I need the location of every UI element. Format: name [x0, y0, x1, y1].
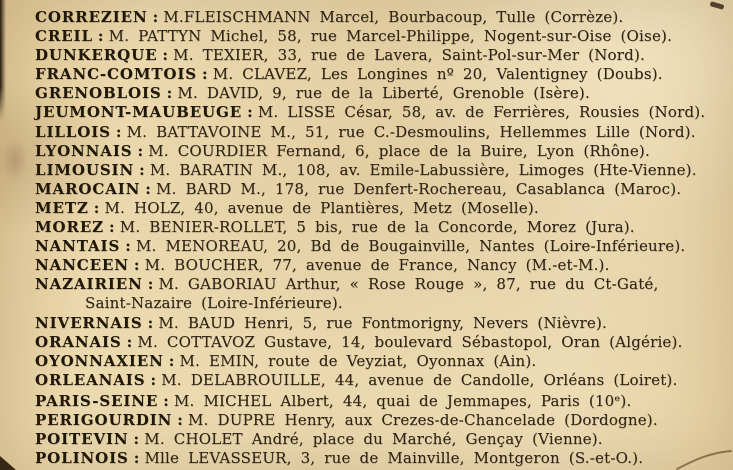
- directory-entry: [35, 84, 729, 103]
- separator: :: [147, 313, 154, 332]
- entry-detail: M. COTTAVOZ Gustave, 14, boulevard Sébastopol, Oran (Algérie).: [137, 332, 683, 351]
- club-name: OYONNAXIEN: [35, 351, 164, 370]
- entry-detail: M. DAVID, 9, rue de la Liberté, Grenoble (Isère).: [177, 84, 590, 103]
- separator: :: [166, 84, 173, 103]
- separator: :: [147, 275, 154, 294]
- separator: :: [163, 391, 169, 410]
- directory-entry: [35, 8, 729, 27]
- directory-entry: [35, 123, 729, 142]
- directory-entry: [35, 275, 729, 313]
- club-name: METZ: [35, 198, 89, 217]
- club-name: ORANAIS: [35, 332, 122, 351]
- club-name: JEUMONT-MAUBEUGE: [35, 103, 243, 122]
- club-name: GRENOBLOIS: [35, 84, 162, 103]
- directory-entry: [35, 46, 729, 65]
- directory-list: [35, 8, 729, 468]
- entry-detail: M. COURDIER Fernand, 6, place de la Buire, Lyon (Rhône).: [148, 141, 650, 160]
- entry-detail: M. BOUCHER, 77, avenue de France, Nancy (M.-et-M.).: [144, 256, 610, 275]
- pen-stroke: [671, 440, 733, 470]
- entry-detail: M. MENOREAU, 20, Bd de Bougainville, Nantes (Loire-Inférieure).: [135, 237, 686, 256]
- separator: :: [115, 122, 122, 141]
- separator: :: [133, 256, 140, 275]
- club-name: PARIS-SEINE: [35, 391, 159, 410]
- entry-detail: M. EMIN, route de Veyziat, Oyonnax (Ain).: [179, 351, 537, 370]
- directory-entry: [35, 392, 729, 411]
- directory-entry: [35, 218, 729, 237]
- directory-entry: [35, 27, 729, 46]
- club-name: NIVERNAIS: [35, 313, 143, 332]
- club-name: LYONNAIS: [35, 141, 133, 160]
- club-name: POITEVIN: [35, 430, 129, 449]
- separator: :: [139, 160, 145, 179]
- club-name: NANTAIS: [35, 237, 121, 256]
- entry-detail: M. BAUD Henri, 5, rue Fontmorigny, Nevers (Nièvre).: [158, 313, 607, 332]
- separator: :: [150, 370, 157, 389]
- directory-entry: [35, 430, 729, 449]
- separator: :: [93, 198, 100, 217]
- entry-detail: M. DUPRE Henry, aux Crezes-de-Chancelade (Dordogne).: [188, 410, 658, 429]
- entry-detail: M. BARD M., 178, rue Denfert-Rochereau, Casablanca (Maroc).: [156, 179, 682, 198]
- club-name: DUNKERQUE: [35, 46, 158, 65]
- directory-entry: [35, 333, 729, 352]
- directory-entry: [35, 237, 729, 256]
- club-name: ORLEANAIS: [35, 370, 146, 389]
- entry-detail: M.FLEISCHMANN Marcel, Bourbacoup, Tulle (Corrèze).: [163, 8, 624, 26]
- directory-entry: [35, 449, 729, 468]
- separator: :: [125, 237, 131, 256]
- separator: :: [177, 410, 184, 429]
- directory-entry: [35, 256, 729, 275]
- entry-detail: M. DELABROUILLE, 44, avenue de Candolle, Orléans (Loiret).: [161, 370, 678, 389]
- directory-entry: [35, 199, 729, 218]
- directory-entry: [35, 352, 729, 371]
- directory-entry: [35, 142, 729, 161]
- entry-detail: M. PATTYN Michel, 58, rue Marcel-Philippe, Nogent-sur-Oise (Oise).: [108, 27, 673, 46]
- entry-detail: M. HOLZ, 40, avenue de Plantières, Metz (Moselle).: [104, 198, 539, 217]
- separator: :: [133, 449, 140, 468]
- club-name: MAROCAIN: [35, 179, 141, 198]
- entry-detail: Mlle LEVASSEUR, 3, rue de Mainville, Montgeron (S.-et-O.).: [144, 449, 644, 468]
- scan-corner-shadow: [0, 452, 16, 470]
- directory-entry: [35, 180, 729, 199]
- entry-detail: M. BATTAVOINE M., 51, rue C.-Desmoulins, Hellemmes Lille (Nord).: [126, 122, 696, 141]
- paper-stain: [2, 138, 28, 182]
- separator: :: [162, 46, 169, 65]
- club-name: NANCEEN: [35, 256, 129, 275]
- directory-entry: [35, 411, 729, 430]
- club-name: POLINOIS: [35, 449, 129, 468]
- club-name: CORREZIEN: [35, 8, 148, 26]
- directory-entry: [35, 161, 729, 180]
- separator: :: [202, 65, 208, 84]
- entry-detail: M. GABORIAU Arthur, « Rose Rouge », 87, rue du Ct-Gaté,: [158, 275, 659, 294]
- entry-detail: M. LISSE César, 58, av. de Ferrières, Rousies (Nord).: [257, 103, 706, 122]
- club-name: MOREZ: [35, 218, 105, 237]
- entry-detail: M. TEXIER, 33, rue de Lavera, Saint-Pol-sur-Mer (Nord).: [173, 46, 645, 65]
- separator: :: [97, 27, 104, 46]
- directory-entry: [35, 314, 729, 333]
- separator: :: [247, 103, 253, 122]
- club-name: LILLOIS: [35, 122, 111, 141]
- club-name: CREIL: [35, 27, 93, 46]
- entry-detail: M. MICHEL Albert, 44, quai de Jemmapes, Paris (10ᵉ).: [174, 391, 632, 410]
- separator: :: [133, 430, 140, 449]
- scan-edge-shadow: [0, 0, 6, 120]
- entry-detail: M. CHOLET André, place du Marché, Gençay (Vienne).: [144, 430, 603, 449]
- directory-entry: [35, 65, 729, 84]
- club-name: LIMOUSIN: [35, 160, 135, 179]
- directory-entry: [35, 103, 729, 122]
- club-name: NAZAIRIEN: [35, 275, 143, 294]
- separator: :: [152, 8, 159, 26]
- entry-detail: M. BENIER-ROLLET, 5 bis, rue de la Concorde, Morez (Jura).: [119, 218, 635, 237]
- club-name: FRANC-COMTOIS: [35, 65, 198, 84]
- entry-detail: M. BARATIN M., 108, av. Emile-Labussière, Limoges (Hte-Vienne).: [149, 160, 697, 179]
- separator: :: [109, 218, 115, 237]
- separator: :: [126, 332, 133, 351]
- entry-detail: M. CLAVEZ, Les Longines nº 20, Valentigney (Doubs).: [212, 65, 663, 84]
- directory-entry: [35, 371, 729, 390]
- separator: :: [168, 351, 175, 370]
- separator: :: [137, 141, 144, 160]
- entry-detail-continuation: Saint-Nazaire (Loire-Inférieure).: [85, 294, 343, 313]
- separator: :: [145, 179, 152, 198]
- club-name: PERIGOURDIN: [35, 410, 173, 429]
